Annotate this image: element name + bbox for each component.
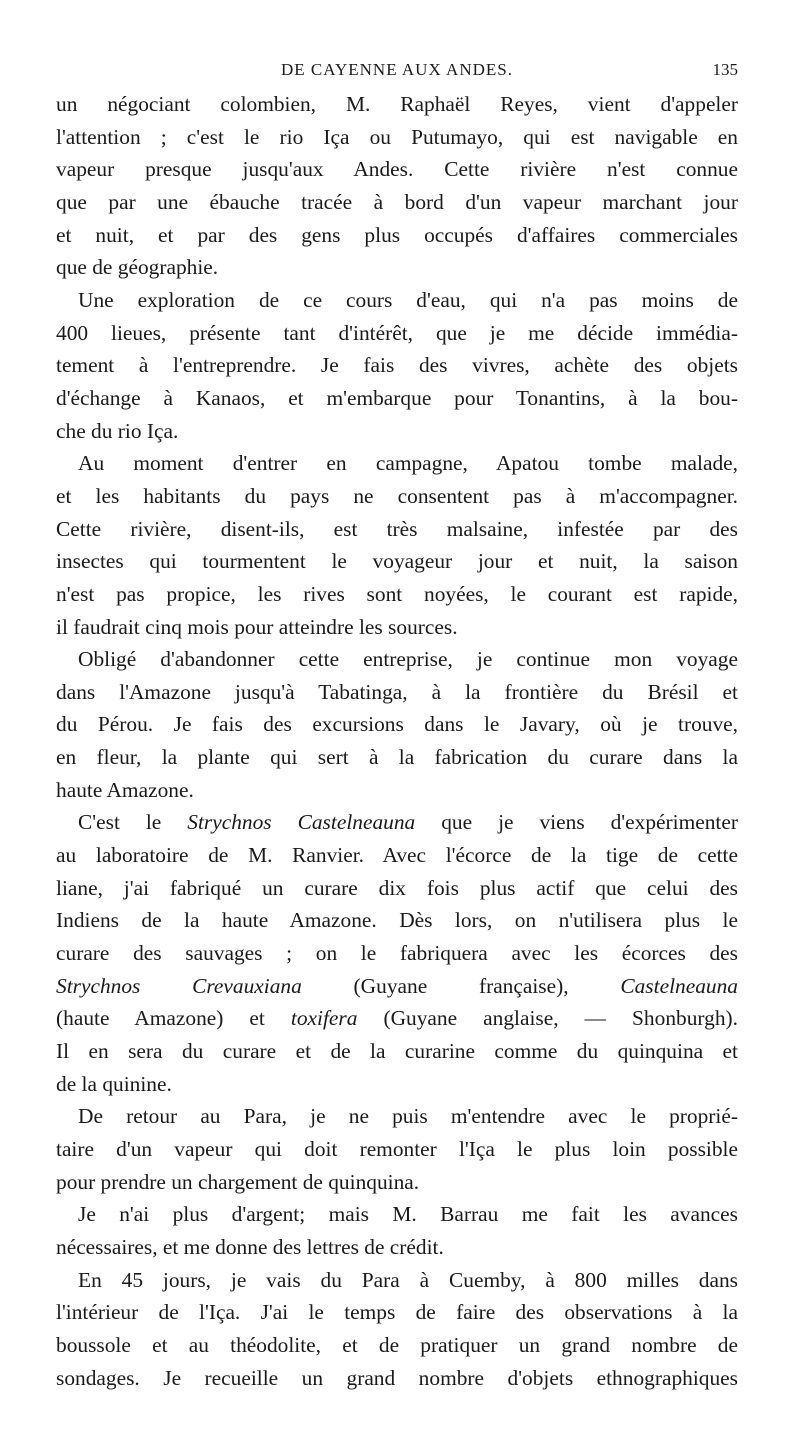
text-line: vapeur presque jusqu'aux Andes. Cette rivière n'est connue [56, 157, 738, 182]
text-line: que de géographie. [56, 255, 219, 280]
text-line: d'échange à Kanaos, et m'embarque pour Tonantins, à la bou- [56, 385, 738, 410]
text-line: che du rio Iça. [56, 418, 179, 443]
text-line: Au moment d'entrer en campagne, Apatou tombe malade, [78, 451, 738, 476]
running-title: DE CAYENNE AUX ANDES. [281, 60, 513, 79]
text-line: haute Amazone. [56, 777, 194, 802]
text-line: curare des sauvages ; on le fabriquera avec les écorces des [56, 941, 738, 966]
text-line: 400 lieues, présente tant d'intérêt, que je me décide immédia- [56, 320, 738, 345]
text-line: l'intérieur de l'Iça. J'ai le temps de faire des observations à la [56, 1300, 738, 1325]
text-line: boussole et au théodolite, et de pratiquer un grand nombre de [56, 1332, 738, 1357]
paragraph [56, 284, 738, 447]
text-line: un négociant colombien, M. Raphaël Reyes, vient d'appeler [56, 92, 738, 116]
text-line: Strychnos Crevauxiana (Guyane française), Castelneauna [56, 973, 738, 998]
text-line: Il en sera du curare et de la curarine comme du quinquina et [56, 1039, 738, 1064]
text-line: taire d'un vapeur qui doit remonter l'Iça le plus loin possible [56, 1137, 738, 1161]
text-line: C'est le Strychnos Castelneauna que je viens d'expérimenter [78, 810, 738, 835]
text-line: Je n'ai plus d'argent; mais M. Barrau me fait les avances [78, 1202, 738, 1227]
text-line: De retour au Para, je ne puis m'entendre avec le proprié- [78, 1104, 738, 1129]
text-line: sondages. Je recueille un grand nombre d'objets ethnographiques [56, 1365, 738, 1390]
text-line: que par une ébauche tracée à bord d'un vapeur marchant jour [56, 189, 738, 214]
text-line: du Pérou. Je fais des excursions dans le Javary, où je trouve, [56, 712, 738, 737]
book-page [56, 58, 738, 1394]
text-line: et les habitants du pays ne consentent pas à m'accompagner. [56, 483, 738, 508]
text-line: tement à l'entreprendre. Je fais des vivres, achète des objets [56, 353, 738, 378]
text-line: liane, j'ai fabriqué un curare dix fois plus actif que celui des [56, 875, 738, 900]
running-head [56, 58, 738, 88]
text-line: il faudrait cinq mois pour atteindre les sources. [56, 614, 458, 639]
text-line: l'attention ; c'est le rio Iça ou Putumayo, qui est navigable en [56, 124, 738, 149]
page-number: 135 [712, 60, 738, 79]
paragraph [56, 806, 738, 1100]
text-line: dans l'Amazone jusqu'à Tabatinga, à la frontière du Brésil et [56, 679, 738, 704]
paragraph [56, 1198, 738, 1263]
text-line: et nuit, et par des gens plus occupés d'affaires commerciales [56, 222, 738, 247]
text-line: (haute Amazone) et toxifera (Guyane anglaise, — Shonburgh). [56, 1006, 738, 1031]
text-line: en fleur, la plante qui sert à la fabrication du curare dans la [56, 745, 738, 770]
text-line: En 45 jours, je vais du Para à Cuemby, à 800 milles dans [78, 1267, 738, 1292]
text-line: n'est pas propice, les rives sont noyées, le courant est rapide, [56, 581, 738, 606]
text-line: insectes qui tourmentent le voyageur jour et nuit, la saison [56, 549, 738, 574]
text-line: Cette rivière, disent-ils, est très malsaine, infestée par des [56, 516, 738, 541]
text-line: Une exploration de ce cours d'eau, qui n'a pas moins de [78, 287, 738, 312]
text-line: nécessaires, et me donne des lettres de crédit. [56, 1234, 444, 1259]
body-text [56, 88, 738, 1394]
paragraph [56, 1264, 738, 1395]
text-line: pour prendre un chargement de quinquina. [56, 1169, 420, 1194]
text-line: au laboratoire de M. Ranvier. Avec l'écorce de la tige de cette [56, 843, 738, 868]
text-line: de la quinine. [56, 1071, 172, 1096]
paragraph [56, 88, 738, 284]
paragraph [56, 447, 738, 643]
text-line: Indiens de la haute Amazone. Dès lors, on n'utilisera plus le [56, 908, 738, 933]
paragraph [56, 1100, 738, 1198]
paragraph [56, 643, 738, 806]
text-line: Obligé d'abandonner cette entreprise, je continue mon voyage [78, 647, 738, 672]
